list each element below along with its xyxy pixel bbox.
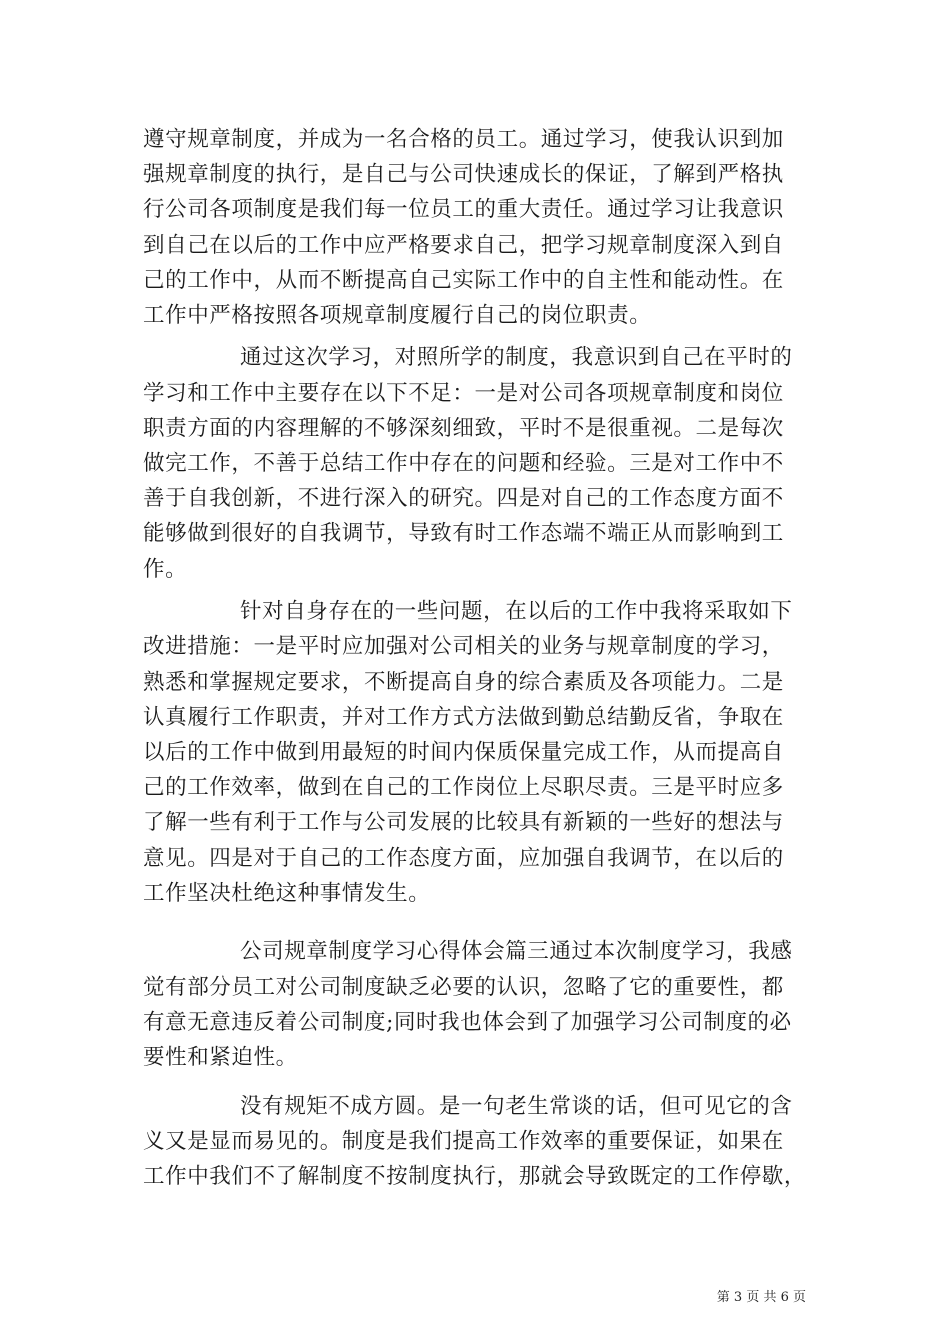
text-line: 工作坚决杜绝这种事情发生。: [143, 881, 431, 906]
text-line: 觉有部分员工对公司制度缺乏必要的认识，忽略了它的重要性，都: [143, 975, 784, 1000]
paragraph-start-line: 没有规矩不成方圆。是一句老生常谈的话，但可见它的含: [240, 1094, 793, 1119]
text-line: 职责方面的内容理解的不够深刻细致，平时不是很重视。二是每次: [143, 416, 784, 441]
text-line: 行公司各项制度是我们每一位员工的重大责任。通过学习让我意识: [143, 197, 784, 222]
text-line: 学习和工作中主要存在以下不足：一是对公司各项规章制度和岗位: [143, 381, 784, 406]
text-line: 己的工作中，从而不断提高自己实际工作中的自主性和能动性。在: [143, 268, 784, 293]
text-line: 到自己在以后的工作中应严格要求自己，把学习规章制度深入到自: [143, 233, 784, 258]
paragraph-start-line: 公司规章制度学习心得体会篇三通过本次制度学习，我感: [240, 939, 793, 964]
text-line: 遵守规章制度，并成为一名合格的员工。通过学习，使我认识到加: [143, 127, 784, 152]
text-line: 有意无意违反着公司制度;同时我也体会到了加强学习公司制度的必: [143, 1010, 792, 1035]
text-line: 能够做到很好的自我调节，导致有时工作态端不端正从而影响到工: [143, 521, 784, 546]
text-line: 熟悉和掌握规定要求，不断提高自身的综合素质及各项能力。二是: [143, 670, 784, 695]
text-line: 改进措施：一是平时应加强对公司相关的业务与规章制度的学习，: [143, 634, 784, 659]
text-line: 己的工作效率，做到在自己的工作岗位上尽职尽责。三是平时应多: [143, 775, 784, 800]
paragraph-start-line: 通过这次学习，对照所学的制度，我意识到自己在平时的: [240, 345, 793, 370]
text-line: 要性和紧迫性。: [143, 1045, 298, 1070]
text-line: 义又是显而易见的。制度是我们提高工作效率的重要保证，如果在: [143, 1129, 784, 1154]
paragraph-start-line: 针对自身存在的一些问题，在以后的工作中我将采取如下: [240, 599, 793, 624]
text-line: 意见。四是对于自己的工作态度方面，应加强自我调节，在以后的: [143, 846, 784, 871]
text-line: 工作中我们不了解制度不按制度执行，那就会导致既定的工作停歇，: [143, 1164, 807, 1189]
text-line: 以后的工作中做到用最短的时间内保质保量完成工作，从而提高自: [143, 740, 784, 765]
text-line: 作。: [143, 557, 188, 582]
text-line: 善于自我创新，不进行深入的研究。四是对自己的工作态度方面不: [143, 486, 784, 511]
text-line: 了解一些有利于工作与公司发展的比较具有新颖的一些好的想法与: [143, 810, 784, 835]
text-line: 认真履行工作职责，并对工作方式方法做到勤总结勤反省，争取在: [143, 705, 784, 730]
text-line: 工作中严格按照各项规章制度履行自己的岗位职责。: [143, 303, 652, 328]
text-line: 强规章制度的执行，是自己与公司快速成长的保证，了解到严格执: [143, 162, 784, 187]
text-line: 做完工作，不善于总结工作中存在的问题和经验。三是对工作中不: [143, 451, 784, 476]
page-number-footer: 第 3 页 共 6 页: [716, 1290, 806, 1305]
